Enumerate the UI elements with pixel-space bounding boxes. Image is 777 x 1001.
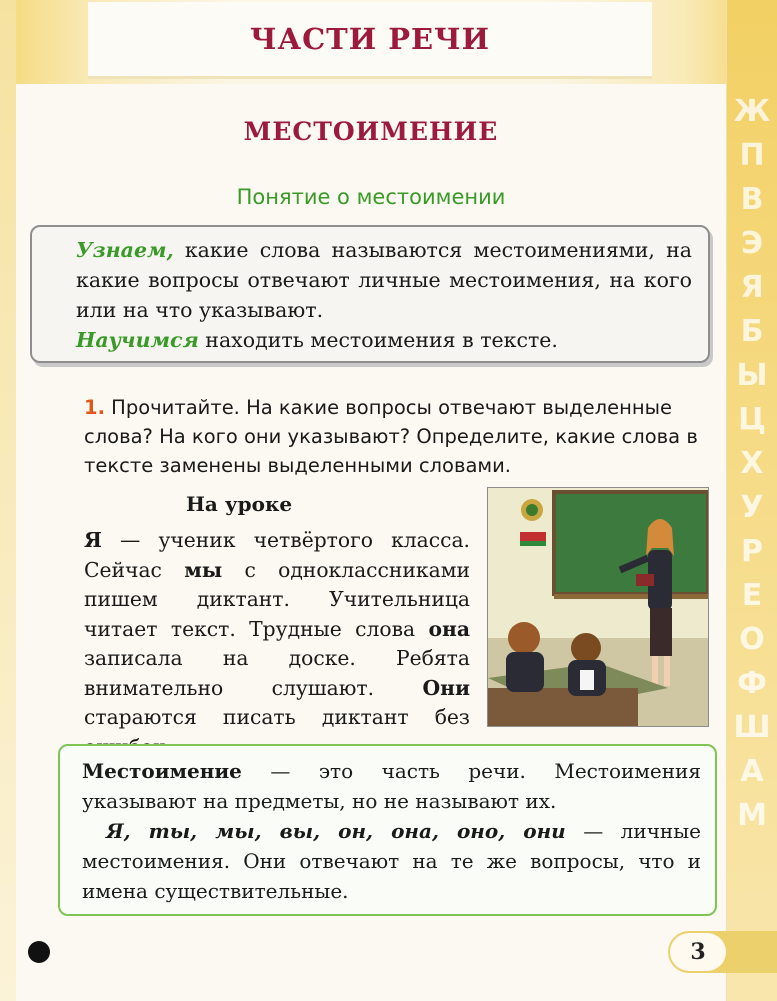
story-pronoun: Они — [422, 675, 470, 700]
exercise-text: Прочитайте. На какие вопросы отвечают выделенные слова? На кого они указывают? Определите, какие слова в тексте заменены выделенными словами. — [84, 396, 698, 477]
right-decorative-band — [726, 0, 777, 1001]
page-number: 3 — [670, 933, 726, 971]
story-pronoun: мы — [184, 557, 223, 582]
story-fragment: — ученик четвёртого класса. Сейчас — [84, 528, 470, 582]
personal-pronouns-list: Я, ты, мы, вы, он, она, оно, они — [106, 819, 566, 843]
rule-definition — [82, 756, 701, 816]
rule-pronouns — [82, 816, 701, 906]
exercise-number: 1. — [84, 396, 105, 419]
black-dot-marker — [28, 941, 50, 963]
skill-label: Научимся — [76, 328, 199, 352]
story-fragment: с одноклассниками пишем диктант. Учительница читает текст. Трудные слова — [84, 557, 470, 641]
chapter-title: ЧАСТИ РЕЧИ — [249, 22, 491, 56]
story-pronoun: она — [428, 616, 470, 641]
rule-definition-text: — это часть речи. Местоимения указывают на предметы, но не называют их. — [82, 759, 701, 813]
classroom-drawing — [488, 488, 708, 726]
story-fragment: стараются писать диктант без — [84, 705, 470, 729]
rule-box — [58, 744, 717, 916]
rule-term: Местоимение — [82, 759, 242, 783]
learn-text: какие слова называются местоимениями, на какие вопросы отвечают личные местоимения, на кого или на что указывают. — [76, 238, 692, 322]
learn-goal — [76, 235, 692, 325]
exercise-instruction — [84, 393, 720, 480]
subsection-title: Понятие о местоимении — [236, 185, 506, 209]
story-title: На уроке — [186, 492, 293, 516]
learning-goals-box — [30, 225, 710, 363]
chapter-title-box — [88, 2, 652, 79]
left-decorative-strip — [0, 0, 16, 1001]
story-pronoun: Я — [84, 528, 102, 552]
skill-text: находить местоимения в тексте. — [198, 328, 558, 352]
story-fragment: записала на доске. Ребята внимательно слушают. — [84, 646, 470, 700]
decorative-letters: Ж П В Э Я Б Ы Ц Х У Р Е О Ф Ш А М — [733, 94, 771, 833]
skill-goal — [76, 325, 692, 355]
story-text — [84, 526, 470, 762]
learn-label: Узнаем, — [76, 238, 174, 262]
rule-pronouns-text: — личные местоимения. Они отвечают на те же вопросы, что и имена существительные. — [82, 819, 701, 903]
section-title: МЕСТОИМЕНИЕ — [243, 117, 499, 146]
classroom-illustration — [487, 487, 709, 727]
